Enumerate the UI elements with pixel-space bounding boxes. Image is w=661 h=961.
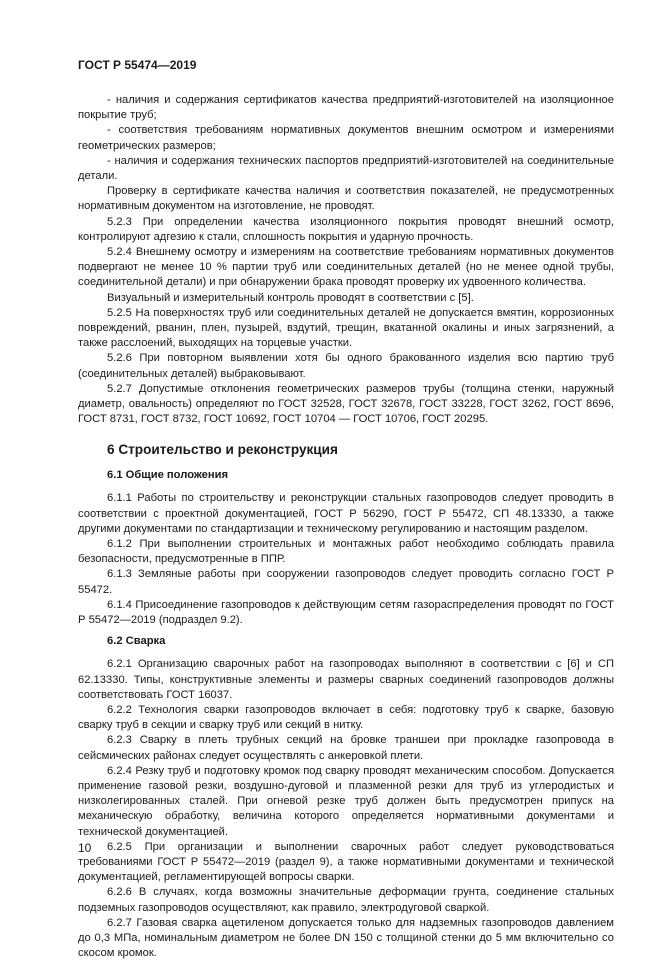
paragraph: 6.2.5 При организации и выполнении сварочных работ следует руководствоваться требованиями ГОСТ Р 55472—2019 (раздел 9), а также нормативными документами и технической документацией, регламентирующей вопросы сварки. [78,840,614,884]
paragraph: 6.2.3 Сварку в плеть трубных секций на бровке траншеи при прокладке газопровода в сейсмических районах следует осуществлять с анкеровкой плети. [78,734,614,762]
section-heading: 6 Строительство и реконструкция [107,442,338,458]
document-header: ГОСТ Р 55474—2019 [78,58,197,72]
subsection-heading: 6.2 Сварка [107,635,166,648]
paragraph: 6.2.2 Технология сварки газопроводов включает в себя: подготовку труб к сварке, базовую сварку труб в секции и сварку труб или секций в нитку. [78,703,614,732]
paragraph: 5.2.7 Допустимые отклонения геометрических размеров трубы (толщина стенки, наружный диаметр, овальность) определяют по ГОСТ 32528, ГОСТ 32678, ГОСТ 33228, ГОСТ 3262, ГОСТ 8696, ГОСТ 8731, ГОСТ 8732, ГОСТ 10692, ГОСТ 10704 — ГОСТ 10706, ГОСТ 20295. [78,382,614,426]
paragraph: Проверку в сертификате качества наличия и соответствия показателей, не предусмотренных нормативным документом на изготовление, не проводят. [78,185,614,213]
paragraph: 6.2.1 Организацию сварочных работ на газопроводах выполняют в соответствии с [6] и СП 62.13330. Типы, конструктивные элементы и размеры сварных соединений газопроводов должны соответствовать ГОСТ 16037. [78,658,614,701]
paragraph: - наличия и содержания технических паспортов предприятий-изготовителей на соединительные детали. [78,154,614,183]
paragraph: 6.2.6 В случаях, когда возможны значительные деформации грунта, соединение стальных подземных газопроводов осуществляют, как правило, электродуговой сваркой. [78,886,614,914]
paragraph: 5.2.6 При повторном выявлении хотя бы одного бракованного изделия всю партию труб (соединительных деталей) выбраковывают. [78,352,614,380]
paragraph: 5.2.3 При определении качества изоляционного покрытия проводят внешний осмотр, контролируют адгезию к стали, сплошность покрытия и ударную прочность. [78,215,614,243]
paragraph: 6.2.4 Резку труб и подготовку кромок под сварку проводят механическим способом. Допускается применение газовой резки, воздушно-дуговой и плазменной резки для труб из углеродистых и низколегированных сталей. При огневой резке труб должен быть предусмотрен припуск на механическую обработку, величина которого определяется нормативными документами и технической документацией. [78,764,614,838]
paragraph: 6.1.3 Земляные работы при сооружении газопроводов следует проводить согласно ГОСТ Р 55472. [78,568,614,596]
paragraph: 6.1.4 Присоединение газопроводов к действующим сетям газораспределения проводят по ГОСТ Р 55472—2019 (подраздел 9.2). [78,598,614,627]
page-number: 10 [78,841,92,855]
paragraph: 6.1.2 При выполнении строительных и монтажных работ необходимо соблюдать правила безопасности, предусмотренные в ППР. [78,538,614,566]
paragraph: 5.2.5 На поверхностях труб или соединительных деталей не допускается вмятин, коррозионных повреждений, рванин, плен, пузырей, вздутий, трещин, вкатанной окалины и иных загрязнений, а также расслоений, выходящих на торцевые участки. [78,306,614,350]
paragraph: - наличия и содержания сертификатов качества предприятий-изготовителей на изоляционное покрытие труб; [78,94,614,122]
paragraph: - соответствия требованиям нормативных документов внешним осмотром и измерениями геометрических размеров; [78,124,614,152]
paragraph: 6.1.1 Работы по строительству и реконструкции стальных газопроводов следует проводить в соответствии с проектной документацией, ГОСТ Р 56290, ГОСТ Р 55472, СП 48.13330, а также другими документами по стандартизации и техническому регулированию и настоящим разделом. [78,492,614,535]
page-content [78,93,614,961]
paragraph: Визуальный и измерительный контроль проводят в соответствии с [5]. [107,291,474,304]
subsection-heading: 6.1 Общие положения [107,469,229,482]
paragraph: 5.2.4 Внешнему осмотру и измерениям на соответствие требованиям нормативных документов подвергают не менее 10 % партии труб или соединительных деталей (но не менее одной трубы, соединительной детали) и при обнаружении брака проводят проверку их удвоенного количества. [78,246,614,289]
paragraph: 6.2.7 Газовая сварка ацетиленом допускается только для надземных газопроводов давлением до 0,3 МПа, номинальным диаметром не более DN 150 с толщиной стенки до 5 мм включительно со скосом кромок. [78,916,614,960]
